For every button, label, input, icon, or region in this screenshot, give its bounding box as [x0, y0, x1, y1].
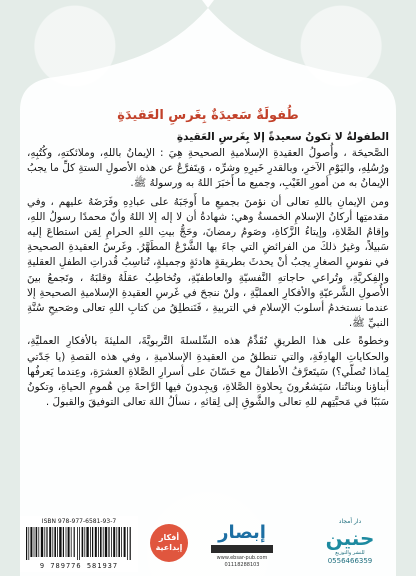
document-body — [27, 108, 389, 413]
hanin-dar: دار أمجاد — [338, 518, 362, 525]
paragraph-2: ومن الإيمانِ باللهِ تعالى أن نؤمنَ بجميعِ ما أَوجَبَهُ على عبادِهِ وفَرَضَهُ عليهم ، وفي مقدمتِها أركانُ الإسلامِ الخمسةُ وهي: شهادةُ أن لا إله إلا اللهُ وأنّ محمدًا رسولُ اللهِ، وإقامُ الصَّلاةِ، وإيتاءُ الزَّكاةِ، وصَومُ رمضانَ، وحَجُّ بيتِ اللهِ الحرامِ لِمَن استطاعَ إليه سَبيلاً، وغيرُ ذلكَ من الفرائضِ التي جاءَ بها الشَّرْعُ المطَهَّرُ. وغَرسُ العقيدةِ الصحيحةِ في نفوسِ الصغارِ يجبُ أنْ يحدثَ بطريقةٍ هادئةٍ وجميلةٍ، تُناسِبُ قُدراتِ الطفلِ العقليةِ والفِكريَّةِ، وتُراعي حاجاتهِ النَّفسيّةِ والعاطفيّةِ، وتُخاطِبُ عقلَهُ وقلبَهُ ، وتَجمعُ بينَ الأُصولِ الشَّرعيّةِ والأفكارِ العمليَّةِ ، ولنْ ننجحَ في غَرسِ العقيدةِ الإسلاميةِ الصحيحةِ إلا عندما نستخدمُ أسلوبَ الإسلامِ في التربيةِ ، فَنَنطلِقُ من كتابِ اللهِ تعالى وصَحيحِ سُنَّةِ النبيِّ ﷺ. — [27, 195, 389, 330]
hanin-logo — [302, 518, 398, 572]
paragraph-3: وخطوةً على هذا الطريقِ نُقَدِّمُ هذه السِّلسلةَ التَّربويَّةَ، المليئةَ بالأفكارِ العمليَّةِ، والحكاياتِ الهادِفَةِ، والتي تنطلقُ من العقيدةِ الإسلاميةِ ، وفي هذه القصةِ (يا جَدّتي لِماذا نُصلّي؟) سَيتَعرَّفُ الأطفالُ مع حَسّانَ على أسرارِ الصَّلاةِ العشرَةِ، وعِندما يَعرفُها أبناؤنا وبناتُنا، سَيَشعُرونَ بِحلاوةِ الصَّلاةِ، وَيجِدونَ فيها الرَّاحةَ مِن هُمومِ الحياةِ، وتكونُ سَبَبًا في مَحبَّتِهم للهِ تعالى والشَّوقِ إلى لِقائهِ ، نسألُ اللهَ تعالى التوفيقَ والقبولَ . — [27, 335, 389, 409]
publisher-name: إبصار — [218, 522, 266, 543]
publisher-logo-bar — [211, 545, 273, 553]
barcode-icon — [26, 527, 132, 560]
hanin-phone: 0556466359 — [327, 557, 373, 565]
hanin-name: حنين — [325, 526, 375, 550]
publisher-logo — [198, 522, 286, 568]
subtitle: الطفولةُ لا تكونُ سعيدةً إلا بِغَرسِ العَقيدةِ — [176, 131, 389, 143]
publisher-website: www.ebsar-pub.com — [216, 555, 268, 561]
publisher-phone: 01118288103 — [224, 562, 260, 568]
series-badge: أفكار إبداعية — [150, 524, 188, 562]
footer — [12, 508, 404, 576]
isbn-text: ISBN 978-977-6581-93-7 — [41, 518, 117, 525]
paragraph-1: الصَّحيحَة ، وأُصولُ العقيدةِ الإسلاميةِ الصحيحةِ هِيَ : الإيمانُ باللهِ، وملائكتهِ، وكُتُبِهِ، ورُسُلِهِ، واليَوْمِ الآخرِ، وبالقدرِ خَيرِهِ وشرِّه ، وَيتَفرَّعُ عن هذه الأصولِ الستةِ كلِّ ما يجبُ الإيمانُ به من أمورِ الغَيْبِ، وجميع ما أَخبَرَ اللهُ به ورسولهُ ﷺ. — [27, 147, 389, 190]
ean-number: 9 789776 581937 — [39, 562, 119, 570]
page-title: طُفولَةٌ سَعيدَةٌ بِغَرسِ العَقيدَةِ — [117, 108, 299, 123]
hanin-tagline: للنشر والتوزيع — [335, 550, 365, 556]
barcode-block — [20, 516, 138, 572]
